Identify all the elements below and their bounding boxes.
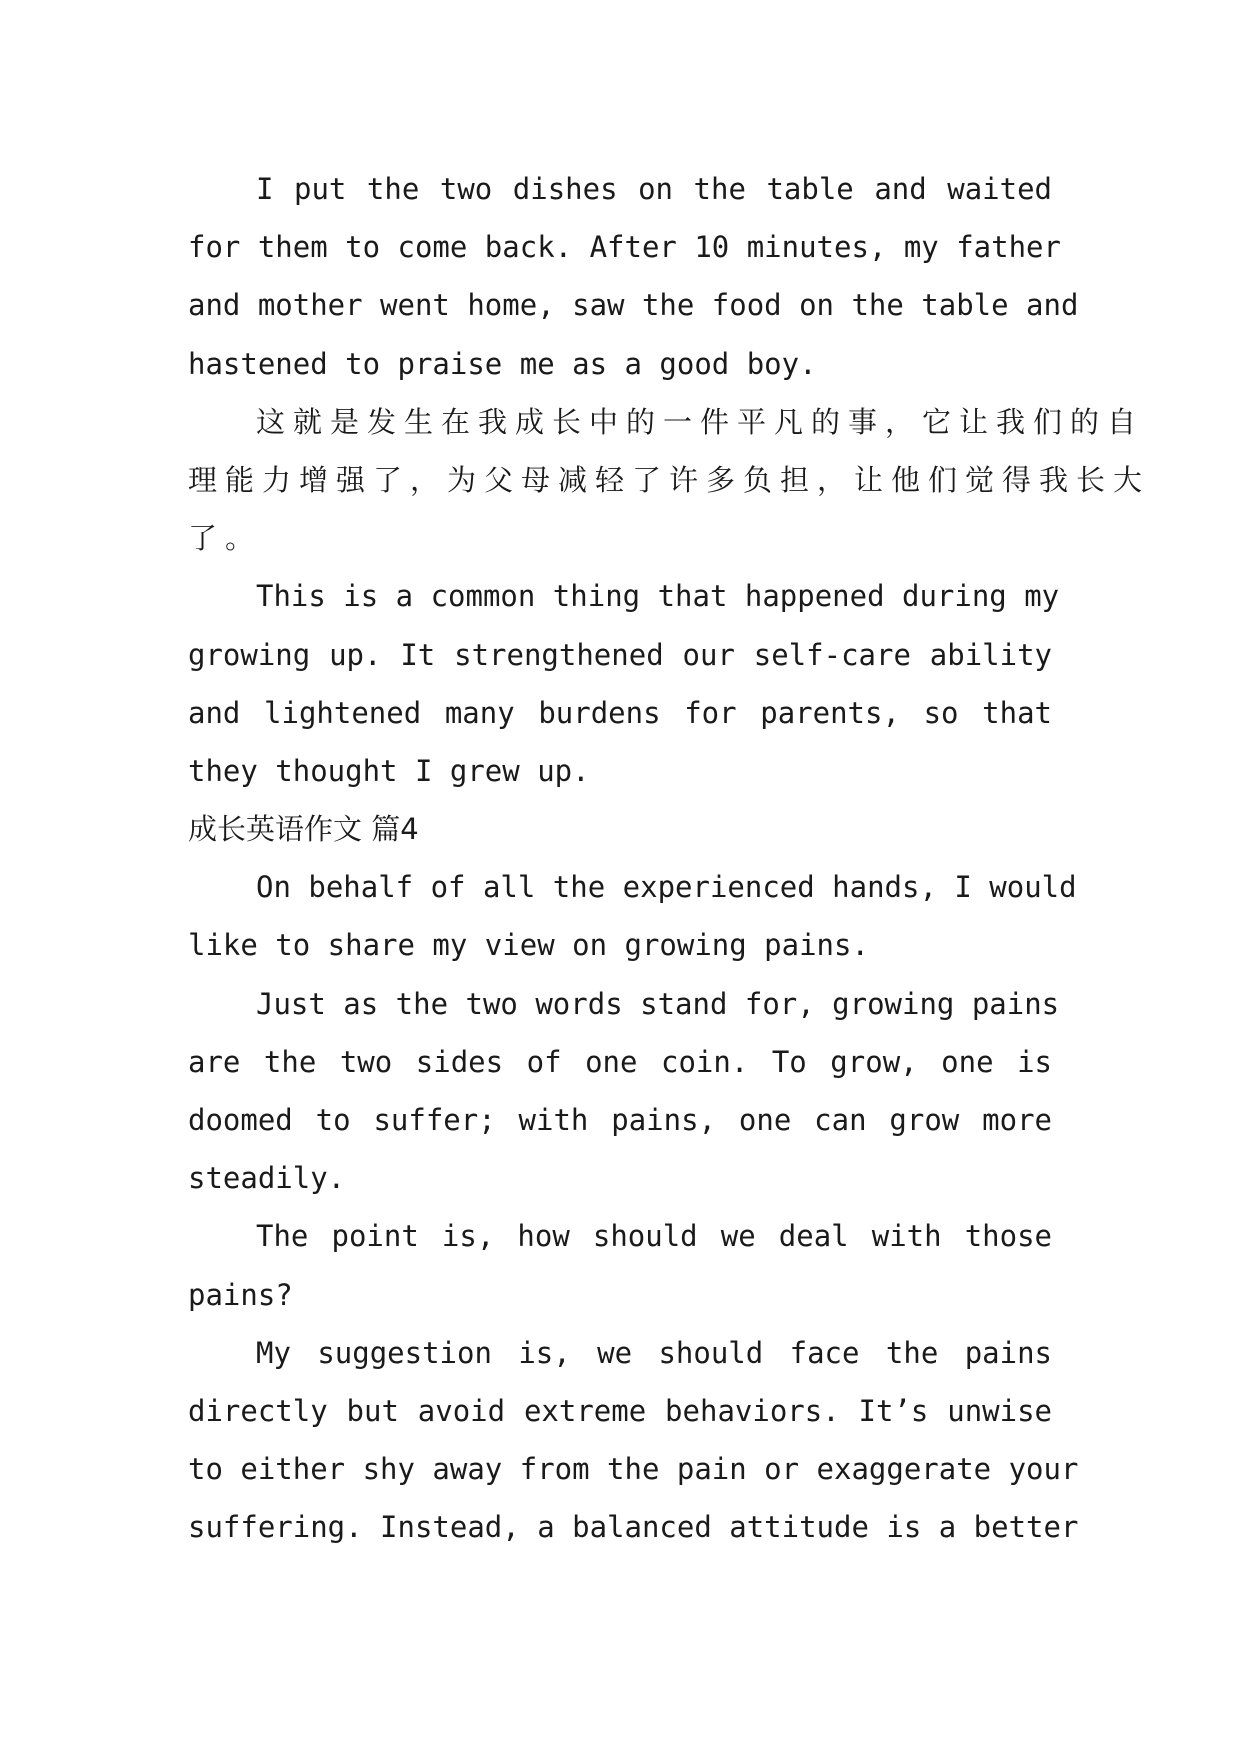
text-line: On behalf of all the experienced hands, I would xyxy=(256,870,1077,905)
text-line: My suggestion is, we should face the pains xyxy=(256,1335,1052,1370)
section-heading: 成长英语作文 篇4 xyxy=(188,812,419,847)
text-line: and mother went home, saw the food on the table and xyxy=(188,288,1079,323)
text-line: The point is, how should we deal with those xyxy=(256,1219,1052,1254)
text-line: hastened to praise me as a good boy. xyxy=(188,346,817,381)
text-line: like to share my view on growing pains. xyxy=(188,928,869,963)
text-line: 了。 xyxy=(188,521,263,556)
text-line: steadily. xyxy=(188,1161,346,1196)
text-line: to either shy away from the pain or exaggerate your xyxy=(188,1452,1079,1487)
text-line: I put the two dishes on the table and waited xyxy=(256,172,1052,206)
text-line: directly but avoid extreme behaviors. It’s unwise xyxy=(188,1393,1052,1428)
essay-text xyxy=(188,160,1151,1557)
text-line: 理能力增强了，为父母减轻了许多负担，让他们觉得我长大 xyxy=(188,462,1151,497)
text-line: This is a common thing that happened during my xyxy=(256,579,1060,614)
text-line: and lightened many burdens for parents, so that xyxy=(188,695,1052,730)
text-line: they thought I grew up. xyxy=(188,753,590,788)
text-line: suffering. Instead, a balanced attitude is a better xyxy=(188,1510,1079,1545)
text-line: doomed to suffer; with pains, one can grow more xyxy=(188,1103,1052,1137)
text-line: for them to come back. After 10 minutes, my father xyxy=(188,230,1061,265)
text-line: 这就是发生在我成长中的一件平凡的事，它让我们的自 xyxy=(256,404,1145,439)
text-line: are the two sides of one coin. To grow, one is xyxy=(188,1044,1052,1079)
text-line: pains? xyxy=(188,1277,293,1312)
text-line: Just as the two words stand for, growing pains xyxy=(256,986,1060,1021)
text-line: growing up. It strengthened our self-care ability xyxy=(188,637,1052,672)
